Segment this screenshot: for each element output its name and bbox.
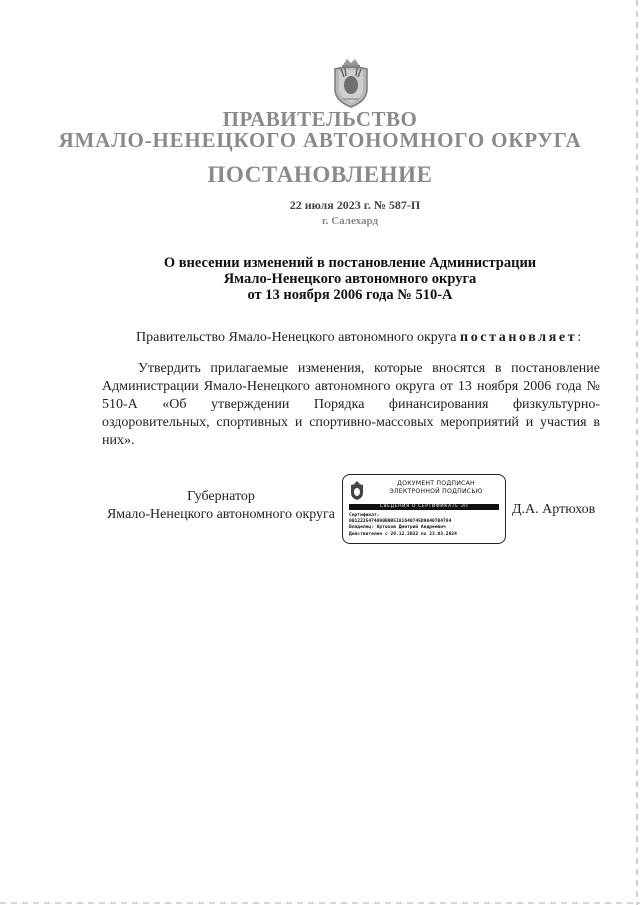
stamp-certificate-bar: СВЕДЕНИЯ О СЕРТИФИКАТЕ ЭП <box>349 504 499 510</box>
cert-owner: Владелец: Артюхов Дмитрий Андреевич <box>349 525 446 531</box>
document-title <box>100 255 600 303</box>
position-line: Губернатор <box>187 489 255 504</box>
okrug-heading: ЯМАЛО-НЕНЕЦКОГО АВТОНОМНОГО ОКРУГА <box>58 128 582 152</box>
coat-of-arms-icon <box>329 55 373 109</box>
signatory-position <box>102 488 340 524</box>
body-paragraph: Утвердить прилагаемые изменения, которые вносятся в постановление Администрации Ямало-Ненецкого автономного округа от 13 ноября 2006 года № 510-А «Об утверждении Порядка финансирования физкультурно-оздоровительных, спортивных и спортивно-массовых мероприятий и участия в них». <box>102 361 600 448</box>
stamp-heading-line: ЭЛЕКТРОННОЙ ПОДПИСЬЮ <box>389 487 483 495</box>
document-type-heading: ПОСТАНОВЛЕНИЕ <box>207 162 433 187</box>
stamp-heading-line: ДОКУМЕНТ ПОДПИСАН <box>397 480 475 487</box>
intro-text: Правительство Ямало-Ненецкого автономного округа <box>136 330 461 345</box>
date-number: 22 июля 2023 г. № 587-П <box>289 198 421 212</box>
page-bottom-edge <box>0 902 640 904</box>
intro-decree-word: постановляет <box>460 330 578 345</box>
title-line: О внесении изменений в постановление Администрации <box>163 255 537 271</box>
electronic-signature-stamp <box>342 474 506 544</box>
city: г. Салехард <box>321 215 379 227</box>
stamp-emblem-icon <box>349 481 365 501</box>
stamp-certificate-info <box>349 513 503 538</box>
cert-label: Сертификат: <box>349 513 380 518</box>
signer-name: Д.А. Артюхов <box>512 502 596 517</box>
title-line: от 13 ноября 2006 года № 510-А <box>247 287 453 303</box>
intro-colon: : <box>577 330 582 345</box>
stamp-heading <box>371 480 501 495</box>
position-line: Ямало-Ненецкого автономного округа <box>106 507 336 522</box>
title-line: Ямало-Ненецкого автономного округа <box>223 271 477 287</box>
intro-line <box>136 330 581 346</box>
cert-number: 0012225474890B9B5181640745D98407B4784 <box>349 519 452 525</box>
government-heading: ПРАВИТЕЛЬСТВО <box>222 107 418 131</box>
cert-validity: Действителен с 29.12.2022 по 23.03.2024 <box>349 531 457 537</box>
